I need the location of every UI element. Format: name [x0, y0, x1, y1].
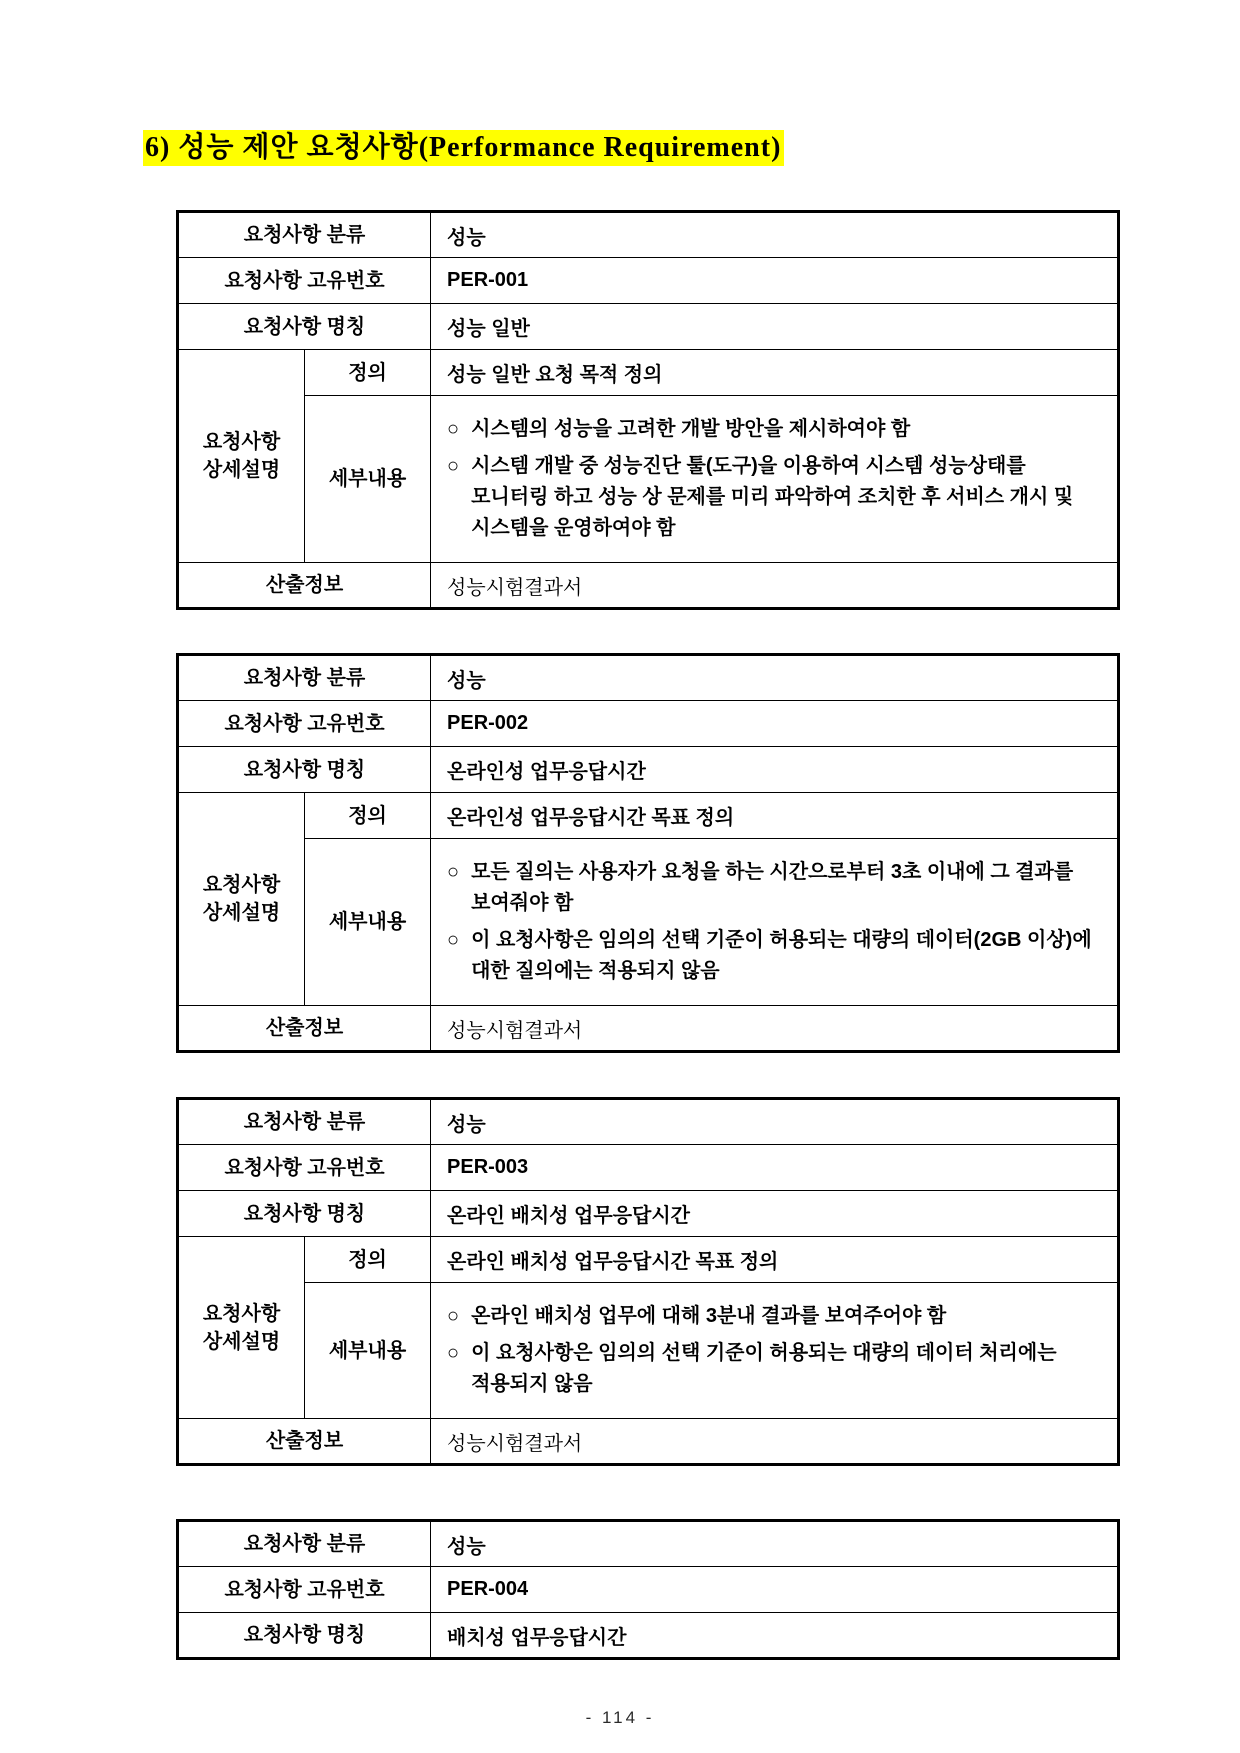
id-value: PER-002: [431, 701, 1119, 747]
output-value: 성능시험결과서: [431, 1006, 1119, 1052]
circle-bullet-icon: ○: [447, 1342, 460, 1364]
detail-text: 온라인 배치성 업무에 대해 3분내 결과를 보여주어야 함: [471, 1305, 947, 1327]
circle-bullet-icon: ○: [447, 455, 460, 477]
detail-group-label: 요청사항 상세설명: [178, 1237, 305, 1419]
id-label: 요청사항 고유번호: [178, 1145, 431, 1191]
definition-label: 정의: [305, 793, 431, 839]
category-value: 성능: [431, 1521, 1119, 1567]
category-label: 요청사항 분류: [178, 1099, 431, 1145]
name-value: 온라인 배치성 업무응답시간: [431, 1191, 1119, 1237]
id-label: 요청사항 고유번호: [178, 1567, 431, 1613]
table-row: [178, 1237, 1119, 1283]
detail-text: 이 요청사항은 임의의 선택 기준이 허용되는 대량의 데이터 처리에는 적용되지 않음: [471, 1342, 1057, 1395]
name-value: 배치성 업무응답시간: [431, 1613, 1119, 1659]
table-row: [178, 839, 1119, 1006]
details-cell: [431, 1283, 1119, 1419]
category-label: 요청사항 분류: [178, 655, 431, 701]
requirement-table-per-003: [176, 1097, 1120, 1466]
id-label: 요청사항 고유번호: [178, 701, 431, 747]
id-value: PER-004: [431, 1567, 1119, 1613]
output-value: 성능시험결과서: [431, 1419, 1119, 1465]
circle-bullet-icon: ○: [447, 1305, 460, 1327]
id-value: PER-003: [431, 1145, 1119, 1191]
requirement-table-per-004: [176, 1519, 1120, 1660]
category-value: 성능: [431, 655, 1119, 701]
page-title: [143, 128, 1240, 168]
bullet-item: [447, 857, 1105, 919]
circle-bullet-icon: ○: [447, 418, 460, 440]
table-row: [178, 1419, 1119, 1465]
table-row: [178, 1283, 1119, 1419]
category-value: 성능: [431, 212, 1119, 258]
definition-value: 온라인성 업무응답시간 목표 정의: [431, 793, 1119, 839]
table-row: [178, 258, 1119, 304]
detail-text: 시스템의 성능을 고려한 개발 방안을 제시하여야 함: [471, 418, 911, 440]
table-row: [178, 212, 1119, 258]
highlighted-title-text: 6) 성능 제안 요청사항(Performance Requirement): [143, 130, 784, 166]
definition-value: 온라인 배치성 업무응답시간 목표 정의: [431, 1237, 1119, 1283]
name-label: 요청사항 명칭: [178, 1191, 431, 1237]
table-row: [178, 304, 1119, 350]
table-row: [178, 396, 1119, 563]
requirement-table-per-002: [176, 653, 1120, 1053]
requirement-table-per-001: [176, 210, 1120, 610]
detail-content-label: 세부내용: [305, 1283, 431, 1419]
output-label: 산출정보: [178, 563, 431, 609]
bullet-item: [447, 1301, 1105, 1332]
table-row: [178, 1567, 1119, 1613]
table-row: [178, 1521, 1119, 1567]
id-label: 요청사항 고유번호: [178, 258, 431, 304]
table-row: [178, 1613, 1119, 1659]
details-cell: [431, 396, 1119, 563]
name-label: 요청사항 명칭: [178, 747, 431, 793]
table-row: [178, 793, 1119, 839]
bullet-item: [447, 414, 1105, 445]
table-row: [178, 1191, 1119, 1237]
detail-content-label: 세부내용: [305, 396, 431, 563]
name-value: 온라인성 업무응답시간: [431, 747, 1119, 793]
category-label: 요청사항 분류: [178, 212, 431, 258]
table-row: [178, 1006, 1119, 1052]
bullet-item: [447, 1338, 1105, 1400]
output-label: 산출정보: [178, 1006, 431, 1052]
category-value: 성능: [431, 1099, 1119, 1145]
output-value: 성능시험결과서: [431, 563, 1119, 609]
name-value: 성능 일반: [431, 304, 1119, 350]
output-label: 산출정보: [178, 1419, 431, 1465]
definition-label: 정의: [305, 1237, 431, 1283]
table-row: [178, 701, 1119, 747]
bullet-item: [447, 925, 1105, 987]
name-label: 요청사항 명칭: [178, 304, 431, 350]
definition-value: 성능 일반 요청 목적 정의: [431, 350, 1119, 396]
detail-text: 시스템 개발 중 성능진단 툴(도구)을 이용하여 시스템 성능상태를 모니터링 하고 성능 상 문제를 미리 파악하여 조치한 후 서비스 개시 및 시스템을 운영하여야 함: [471, 455, 1074, 539]
bullet-item: [447, 451, 1105, 544]
detail-group-label: 요청사항 상세설명: [178, 793, 305, 1006]
detail-text: 이 요청사항은 임의의 선택 기준이 허용되는 대량의 데이터(2GB 이상)에 대한 질의에는 적용되지 않음: [471, 929, 1092, 982]
detail-text: 모든 질의는 사용자가 요청을 하는 시간으로부터 3초 이내에 그 결과를 보여줘야 함: [471, 861, 1074, 914]
details-cell: [431, 839, 1119, 1006]
detail-content-label: 세부내용: [305, 839, 431, 1006]
id-value: PER-001: [431, 258, 1119, 304]
category-label: 요청사항 분류: [178, 1521, 431, 1567]
detail-group-label: 요청사항 상세설명: [178, 350, 305, 563]
table-row: [178, 350, 1119, 396]
page-number: - 114 -: [585, 1708, 655, 1727]
table-row: [178, 1145, 1119, 1191]
definition-label: 정의: [305, 350, 431, 396]
table-row: [178, 655, 1119, 701]
name-label: 요청사항 명칭: [178, 1613, 431, 1659]
circle-bullet-icon: ○: [447, 861, 460, 883]
table-row: [178, 563, 1119, 609]
circle-bullet-icon: ○: [447, 929, 460, 951]
table-row: [178, 747, 1119, 793]
table-row: [178, 1099, 1119, 1145]
